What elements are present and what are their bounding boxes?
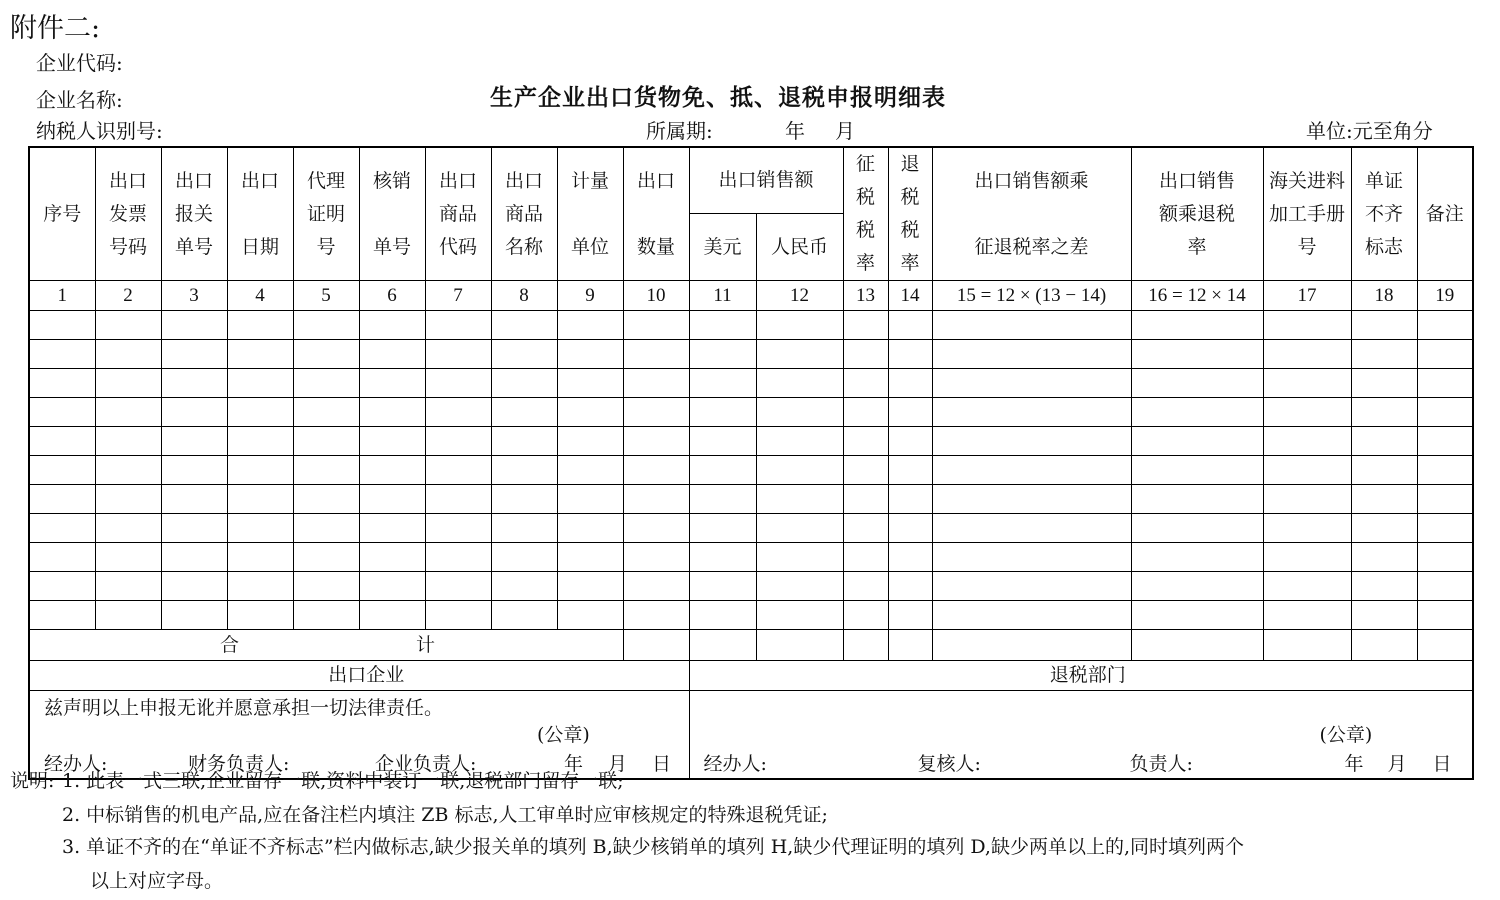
table-cell[interactable] [1263,485,1351,514]
table-cell[interactable] [1263,427,1351,456]
table-cell[interactable] [1417,398,1473,427]
col-header-agency-cert: 代理证明 号 [293,147,359,281]
table-row [29,340,1473,369]
table-cell[interactable] [1351,543,1417,572]
table-cell[interactable] [359,456,425,485]
table-cell[interactable] [293,340,359,369]
col-header-commodity-name: 出口商品名称 [491,147,557,281]
table-cell[interactable] [491,427,557,456]
table-cell[interactable] [161,485,227,514]
table-cell[interactable] [425,572,491,601]
note-3: 3. 单证不齐的在“单证不齐标志”栏内做标志,缺少报关单的填列 B,缺少核销单的填列 H,缺少代理证明的填列 D,缺少两单以上的,同时填列两个 [62,836,1245,858]
table-cell[interactable] [843,514,888,543]
table-cell[interactable] [29,456,95,485]
table-cell[interactable] [29,369,95,398]
table-cell[interactable] [161,456,227,485]
dept-reviewer: 复核人: [917,753,981,775]
table-cell[interactable] [95,485,161,514]
exporter-company-head: 企业负责人: [375,753,477,775]
table-cell[interactable] [1351,340,1417,369]
table-row [29,369,1473,398]
table-cell[interactable] [623,543,689,572]
table-cell[interactable] [227,311,293,340]
table-cell[interactable] [888,427,932,456]
table-cell[interactable] [227,369,293,398]
table-cell[interactable] [1417,485,1473,514]
col-header-invoice-no: 出口发票号码 [95,147,161,281]
table-cell[interactable] [623,340,689,369]
table-cell[interactable] [359,514,425,543]
table-cell[interactable] [425,514,491,543]
col-header-sales-refund: 出口销售额乘退税率 [1131,147,1263,281]
table-cell[interactable] [1263,311,1351,340]
table-cell[interactable] [95,427,161,456]
table-cell[interactable] [1131,369,1263,398]
table-cell[interactable] [227,514,293,543]
table-cell[interactable] [623,601,689,630]
table-cell[interactable] [1131,311,1263,340]
table-cell[interactable] [359,369,425,398]
table-cell[interactable] [888,543,932,572]
note-3-continued: 以上对应字母。 [90,870,224,892]
table-cell[interactable] [689,514,756,543]
table-cell[interactable] [932,601,1131,630]
table-cell[interactable] [689,369,756,398]
table-cell[interactable] [557,485,623,514]
table-cell[interactable] [1131,514,1263,543]
table-cell[interactable] [756,456,843,485]
table-cell[interactable] [227,398,293,427]
table-cell[interactable] [1417,601,1473,630]
period-label: 所属期: [646,119,713,143]
table-cell[interactable] [557,514,623,543]
table-cell[interactable] [95,601,161,630]
table-cell[interactable] [557,340,623,369]
total-col15[interactable] [932,630,1131,661]
table-cell[interactable] [756,514,843,543]
table-cell[interactable] [293,543,359,572]
table-cell[interactable] [623,572,689,601]
table-cell[interactable] [29,572,95,601]
table-cell[interactable] [1417,340,1473,369]
table-cell[interactable] [1351,369,1417,398]
table-cell[interactable] [888,369,932,398]
table-cell[interactable] [491,572,557,601]
table-cell[interactable] [689,543,756,572]
table-cell[interactable] [29,427,95,456]
table-cell[interactable] [1417,427,1473,456]
declaration-table [28,146,1474,780]
table-cell[interactable] [1263,572,1351,601]
col-header-declaration-no: 出口报关单号 [161,147,227,281]
table-cell[interactable] [843,456,888,485]
table-cell[interactable] [888,456,932,485]
dept-month: 月 [1387,753,1407,775]
table-cell[interactable] [843,369,888,398]
table-cell[interactable] [491,398,557,427]
table-cell[interactable] [1351,427,1417,456]
table-cell[interactable] [1263,514,1351,543]
col-header-quantity: 出口 数量 [623,147,689,281]
dept-handler: 经办人: [703,753,767,775]
table-cell[interactable] [359,572,425,601]
total-he: 合 [220,634,240,656]
table-cell[interactable] [623,456,689,485]
attachment-label: 附件二: [10,13,101,44]
exporter-month: 月 [608,753,628,775]
refund-dept-label: 退税部门 [689,661,1473,691]
total-col16[interactable] [1131,630,1263,661]
col-header-commodity-code: 出口商品代码 [425,147,491,281]
table-cell[interactable] [161,369,227,398]
table-cell[interactable] [95,398,161,427]
table-cell[interactable] [293,572,359,601]
table-cell[interactable] [1263,601,1351,630]
table-cell[interactable] [932,485,1131,514]
table-cell[interactable] [843,572,888,601]
table-cell[interactable] [425,311,491,340]
period-month: 月 [835,119,855,143]
table-cell[interactable] [888,601,932,630]
table-cell[interactable] [756,485,843,514]
table-cell[interactable] [1263,456,1351,485]
table-cell[interactable] [623,369,689,398]
table-cell[interactable] [293,369,359,398]
notes-prefix: 说明: [10,770,55,792]
table-cell[interactable] [557,369,623,398]
table-cell[interactable] [843,340,888,369]
table-cell[interactable] [359,340,425,369]
table-cell[interactable] [689,572,756,601]
table-cell[interactable] [227,485,293,514]
table-cell[interactable] [95,340,161,369]
table-cell[interactable] [689,340,756,369]
table-cell[interactable] [1131,543,1263,572]
table-cell[interactable] [888,485,932,514]
table-cell[interactable] [293,456,359,485]
total-ji: 计 [416,634,436,656]
table-cell[interactable] [689,485,756,514]
table-cell[interactable] [689,456,756,485]
table-cell[interactable] [888,398,932,427]
table-cell[interactable] [95,311,161,340]
table-cell[interactable] [1131,427,1263,456]
table-row [29,311,1473,340]
table-cell[interactable] [425,543,491,572]
table-cell[interactable] [623,427,689,456]
table-cell[interactable] [1263,398,1351,427]
table-cell[interactable] [293,398,359,427]
table-cell[interactable] [557,543,623,572]
col-header-remarks: 备注 [1417,147,1473,281]
total-row [29,630,1473,661]
taxpayer-id-label: 纳税人识别号: [36,119,163,143]
exporter-day: 日 [652,753,672,775]
unit-label: 单位:元至角分 [1306,119,1433,143]
table-cell[interactable] [1263,543,1351,572]
table-cell[interactable] [161,311,227,340]
table-cell[interactable] [425,369,491,398]
table-cell[interactable] [756,311,843,340]
exporter-finance-head: 财务负责人: [188,753,290,775]
table-cell[interactable] [888,514,932,543]
table-cell[interactable] [293,601,359,630]
table-cell[interactable] [932,369,1131,398]
table-cell[interactable] [932,543,1131,572]
table-row [29,456,1473,485]
table-cell[interactable] [29,543,95,572]
table-cell[interactable] [491,456,557,485]
col-header-incomplete-docs: 单证不齐标志 [1351,147,1417,281]
table-cell[interactable] [359,427,425,456]
table-cell[interactable] [1351,311,1417,340]
table-cell[interactable] [932,572,1131,601]
table-cell[interactable] [756,398,843,427]
table-cell[interactable] [557,427,623,456]
table-cell[interactable] [1351,601,1417,630]
table-cell[interactable] [161,427,227,456]
table-cell[interactable] [425,427,491,456]
table-cell[interactable] [1131,398,1263,427]
table-cell[interactable] [557,601,623,630]
table-cell[interactable] [932,427,1131,456]
total-usd[interactable] [689,630,756,661]
table-row [29,427,1473,456]
exporter-year: 年 [564,753,584,775]
table-cell[interactable] [359,485,425,514]
table-cell[interactable] [888,572,932,601]
table-cell[interactable] [843,601,888,630]
col-header-levy-rate: 征税税率 [843,147,888,281]
table-cell[interactable] [756,369,843,398]
table-cell[interactable] [161,514,227,543]
table-row [29,485,1473,514]
table-cell[interactable] [1131,601,1263,630]
table-cell[interactable] [557,398,623,427]
table-cell[interactable] [95,456,161,485]
col-header-sales-rate-diff: 出口销售额乘 征退税率之差 [932,147,1131,281]
table-cell[interactable] [227,340,293,369]
period-year: 年 [785,119,805,143]
table-cell[interactable] [689,398,756,427]
table-cell[interactable] [1263,340,1351,369]
table-cell[interactable] [293,514,359,543]
table-cell[interactable] [1351,514,1417,543]
table-cell[interactable] [227,427,293,456]
table-cell[interactable] [491,514,557,543]
table-cell[interactable] [29,311,95,340]
table-cell[interactable] [29,340,95,369]
table-cell[interactable] [161,398,227,427]
table-cell[interactable] [1351,572,1417,601]
dept-seal: (公章) [1319,724,1373,746]
table-cell[interactable] [1417,369,1473,398]
total-rmb[interactable] [756,630,843,661]
table-cell[interactable] [1131,456,1263,485]
table-cell[interactable] [491,601,557,630]
table-cell[interactable] [843,311,888,340]
declaration-text: 兹声明以上申报无讹并愿意承担一切法律责任。 [44,697,444,719]
table-row [29,543,1473,572]
table-cell[interactable] [293,427,359,456]
col-header-export-date: 出口 日期 [227,147,293,281]
table-row [29,601,1473,630]
table-cell[interactable] [623,398,689,427]
table-cell[interactable] [557,572,623,601]
total-quantity[interactable] [623,630,689,661]
col-header-processing-manual: 海关进料加工手册号 [1263,147,1351,281]
table-cell[interactable] [932,340,1131,369]
table-cell[interactable] [1417,543,1473,572]
table-cell[interactable] [95,543,161,572]
table-cell[interactable] [1417,311,1473,340]
col-header-verification-no: 核销 单号 [359,147,425,281]
dept-responsible: 负责人: [1129,753,1193,775]
table-cell[interactable] [29,485,95,514]
table-cell[interactable] [29,601,95,630]
table-row [29,398,1473,427]
exporter-label: 出口企业 [29,661,689,691]
exporter-handler: 经办人: [44,753,108,775]
table-cell[interactable] [843,543,888,572]
table-cell[interactable] [756,543,843,572]
table-cell[interactable] [932,514,1131,543]
table-cell[interactable] [756,601,843,630]
table-cell[interactable] [1417,572,1473,601]
table-cell[interactable] [932,456,1131,485]
table-cell[interactable] [932,398,1131,427]
table-cell[interactable] [359,398,425,427]
table-cell[interactable] [1351,485,1417,514]
table-row [29,514,1473,543]
table-cell[interactable] [843,485,888,514]
table-cell[interactable] [1351,398,1417,427]
dept-day: 日 [1432,753,1452,775]
table-cell[interactable] [689,311,756,340]
table-cell[interactable] [623,514,689,543]
table-cell[interactable] [161,601,227,630]
col-header-unit: 计量 单位 [557,147,623,281]
col-header-export-sales: 出口销售额 [689,147,843,214]
col-header-usd: 美元 [689,214,756,281]
company-code-label: 企业代码: [36,51,123,75]
table-cell[interactable] [689,601,756,630]
table-cell[interactable] [227,543,293,572]
table-cell[interactable] [557,311,623,340]
table-cell[interactable] [29,398,95,427]
table-cell[interactable] [161,572,227,601]
table-cell[interactable] [756,572,843,601]
table-cell[interactable] [95,572,161,601]
table-cell[interactable] [491,369,557,398]
table-cell[interactable] [161,340,227,369]
col-header-seq: 序号 [29,147,95,281]
table-cell[interactable] [623,311,689,340]
table-cell[interactable] [95,369,161,398]
col-header-rmb: 人民币 [756,214,843,281]
column-number-row: 1 2 3 4 5 6 7 8 9 10 11 12 13 14 15 = 12 × (13 − 14) 16 = 12 × 14 17 18 19 [29,281,1473,311]
table-cell[interactable] [623,485,689,514]
table-cell[interactable] [227,601,293,630]
table-cell[interactable] [425,340,491,369]
table-cell[interactable] [491,340,557,369]
company-name-label: 企业名称: [36,88,123,112]
table-cell[interactable] [888,311,932,340]
table-cell[interactable] [1263,369,1351,398]
table-cell[interactable] [359,601,425,630]
table-cell[interactable] [359,543,425,572]
table-cell[interactable] [359,311,425,340]
table-cell[interactable] [29,514,95,543]
table-row [29,572,1473,601]
table-cell[interactable] [1417,456,1473,485]
table-cell[interactable] [932,311,1131,340]
note-1: 1. 此表一式三联,企业留存一联,资料中装订一联,退税部门留存一联; [62,770,624,792]
table-cell[interactable] [843,427,888,456]
table-cell[interactable] [227,572,293,601]
table-cell[interactable] [1417,514,1473,543]
table-cell[interactable] [491,485,557,514]
table-cell[interactable] [161,543,227,572]
table-cell[interactable] [689,427,756,456]
table-cell[interactable] [888,340,932,369]
table-cell[interactable] [756,340,843,369]
form-title: 生产企业出口货物免、抵、退税申报明细表 [490,84,946,111]
table-cell[interactable] [425,398,491,427]
table-cell[interactable] [425,601,491,630]
table-cell[interactable] [843,398,888,427]
table-cell[interactable] [491,543,557,572]
table-cell[interactable] [227,456,293,485]
refund-dept-section [689,691,1473,780]
dept-year: 年 [1344,753,1364,775]
table-cell[interactable] [756,427,843,456]
table-cell[interactable] [425,456,491,485]
table-cell[interactable] [95,514,161,543]
table-cell[interactable] [293,485,359,514]
table-cell[interactable] [1131,340,1263,369]
col-header-refund-rate: 退税税率 [888,147,932,281]
table-cell[interactable] [1131,572,1263,601]
exporter-seal: (公章) [537,724,590,746]
note-2: 2. 中标销售的机电产品,应在备注栏内填注 ZB 标志,人工审单时应审核规定的特殊退税凭证; [62,804,828,826]
table-cell[interactable] [1351,456,1417,485]
table-cell[interactable] [1131,485,1263,514]
table-cell[interactable] [425,485,491,514]
table-cell[interactable] [293,311,359,340]
table-cell[interactable] [557,456,623,485]
table-cell[interactable] [491,311,557,340]
